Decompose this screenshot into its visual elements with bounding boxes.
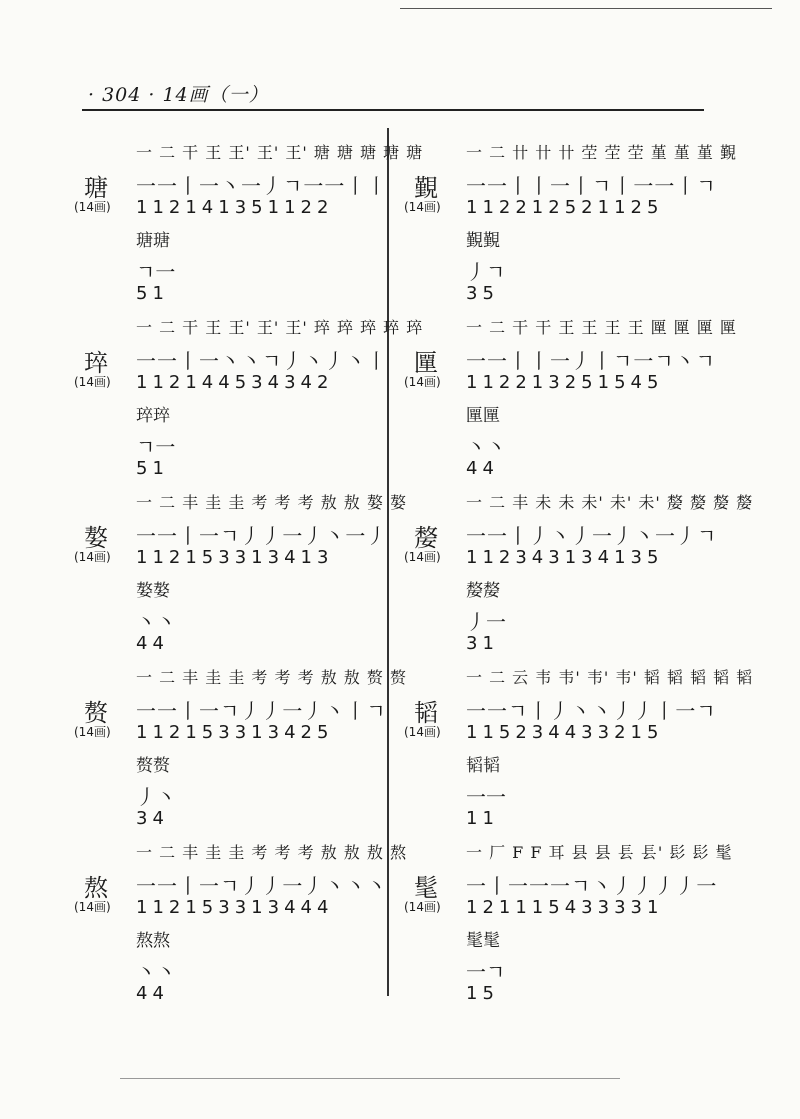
stroke-shapes-cont: 一一 (466, 785, 506, 809)
stroke-shapes-cont: 丶丶 (136, 960, 176, 984)
stroke-shapes: 一一ㄱ丨丿丶丶丿丿丨一ㄱ (466, 699, 717, 723)
headword: 髦 (414, 874, 438, 902)
stroke-codes-cont: 51 (136, 458, 169, 479)
stroke-codes: 112153313425 (136, 722, 334, 743)
stroke-total: (14画) (74, 200, 111, 214)
stroke-progression-cont: 髦髦 (466, 931, 500, 951)
stroke-progression: 一 二 干 王 王' 王' 王' 瑭 瑭 瑭 瑭 瑭 (136, 143, 424, 162)
stroke-codes: 121115433331 (466, 897, 664, 918)
stroke-shapes: 一一丨一ㄱ丿丿一丿丶一丿 (136, 524, 388, 548)
stroke-progression: 一 二 丰 未 未 未' 未' 未' 嫠 嫠 嫠 嫠 (466, 493, 754, 512)
top-scan-line (400, 8, 772, 9)
stroke-progression: 一 二 干 王 王' 王' 王' 琗 琗 琗 琗 琗 (136, 318, 424, 337)
stroke-total: (14画) (74, 900, 111, 914)
stroke-shapes: 一一丨一丶丶ㄱ丿丶丿丶丨 (136, 349, 388, 373)
stroke-shapes-cont: 丶丶 (466, 435, 506, 459)
stroke-shapes: 一丨一一一ㄱ丶丿丿丿丿一 (466, 874, 718, 898)
headword: 嫠 (414, 524, 438, 552)
stroke-codes: 112213251545 (466, 372, 664, 393)
stroke-shapes-cont: 丶丶 (136, 610, 176, 634)
stroke-progression: 一 二 丰 圭 圭 考 考 考 敖 敖 敖 熬 (136, 843, 407, 862)
stroke-progression: 一 二 干 干 王 王 王 王 匰 匰 匰 匰 (466, 318, 737, 337)
stroke-shapes-cont: 丿一 (466, 610, 506, 634)
stroke-codes-cont: 15 (466, 983, 499, 1004)
stroke-shapes-cont: 丿丶 (136, 785, 176, 809)
headword: 琗 (84, 349, 108, 377)
stroke-shapes: 一一丨丨一丨ㄱ丨一一丨ㄱ (466, 174, 717, 198)
stroke-progression-cont: 匰匰 (466, 406, 500, 426)
stroke-progression: 一 二 云 韦 韦' 韦' 韦' 韬 韬 韬 韬 韬 (466, 668, 754, 687)
headword: 覲 (414, 174, 438, 202)
stroke-progression-cont: 嫯嫯 (136, 581, 170, 601)
stroke-codes: 112343134135 (466, 547, 664, 568)
stroke-codes: 112212521125 (466, 197, 664, 218)
stroke-codes-cont: 51 (136, 283, 169, 304)
stroke-codes: 115234433215 (466, 722, 664, 743)
stroke-total: (14画) (74, 725, 111, 739)
stroke-shapes: 一一丨丨一丿丨ㄱ一ㄱ丶ㄱ (466, 349, 716, 373)
stroke-total: (14画) (404, 200, 441, 214)
header-rule (82, 109, 704, 111)
stroke-codes-cont: 31 (466, 633, 499, 654)
stroke-shapes: 一一丨一ㄱ丿丿一丿丶丶丶 (136, 874, 388, 898)
stroke-shapes-cont: ㄱ一 (136, 435, 176, 459)
stroke-codes: 112141351122 (136, 197, 334, 218)
stroke-total: (14画) (74, 550, 111, 564)
stroke-progression-cont: 赘赘 (136, 756, 170, 776)
stroke-total: (14画) (404, 550, 441, 564)
stroke-progression: 一 厂 F F 耳 县 县 镸 镸' 髟 髟 髦 (466, 843, 733, 862)
stroke-progression: 一 二 卄 卄 卄 茔 茔 茔 堇 堇 堇 覲 (466, 143, 737, 162)
stroke-codes-cont: 44 (466, 458, 499, 479)
bottom-rule (120, 1078, 620, 1079)
stroke-codes-cont: 11 (466, 808, 499, 829)
stroke-progression-cont: 覲覲 (466, 231, 500, 251)
headword: 嫯 (84, 524, 108, 552)
headword: 瑭 (84, 174, 108, 202)
headword: 匰 (414, 349, 438, 377)
stroke-shapes: 一一丨一丶一丿ㄱ一一丨丨 (136, 174, 388, 198)
headword: 韬 (414, 699, 438, 727)
stroke-progression-cont: 嫠嫠 (466, 581, 500, 601)
stroke-shapes-cont: ㄱ一 (136, 260, 176, 284)
stroke-codes-cont: 34 (136, 808, 169, 829)
stroke-progression-cont: 瑭瑭 (136, 231, 170, 251)
stroke-codes: 112144534342 (136, 372, 334, 393)
stroke-total: (14画) (404, 725, 441, 739)
headword: 熬 (84, 874, 108, 902)
stroke-shapes: 一一丨丿丶丿一丿丶一丿ㄱ (466, 524, 718, 548)
stroke-progression-cont: 熬熬 (136, 931, 170, 951)
stroke-shapes-cont: 丿ㄱ (466, 260, 506, 284)
headword: 赘 (84, 699, 108, 727)
stroke-progression-cont: 琗琗 (136, 406, 170, 426)
stroke-progression-cont: 韬韬 (466, 756, 500, 776)
stroke-progression: 一 二 丰 圭 圭 考 考 考 敖 敖 赘 赘 (136, 668, 407, 687)
stroke-codes-cont: 44 (136, 983, 169, 1004)
stroke-codes: 112153313413 (136, 547, 334, 568)
stroke-shapes: 一一丨一ㄱ丿丿一丿丶丨ㄱ (136, 699, 387, 723)
column-divider (387, 128, 389, 996)
stroke-total: (14画) (74, 375, 111, 389)
stroke-total: (14画) (404, 375, 441, 389)
stroke-progression: 一 二 丰 圭 圭 考 考 考 敖 敖 嫯 嫯 (136, 493, 407, 512)
stroke-total: (14画) (404, 900, 441, 914)
stroke-codes: 112153313444 (136, 897, 334, 918)
stroke-codes-cont: 44 (136, 633, 169, 654)
page-header: · 304 · 14画（一） (88, 84, 269, 106)
stroke-codes-cont: 35 (466, 283, 499, 304)
stroke-shapes-cont: 一ㄱ (466, 960, 506, 984)
